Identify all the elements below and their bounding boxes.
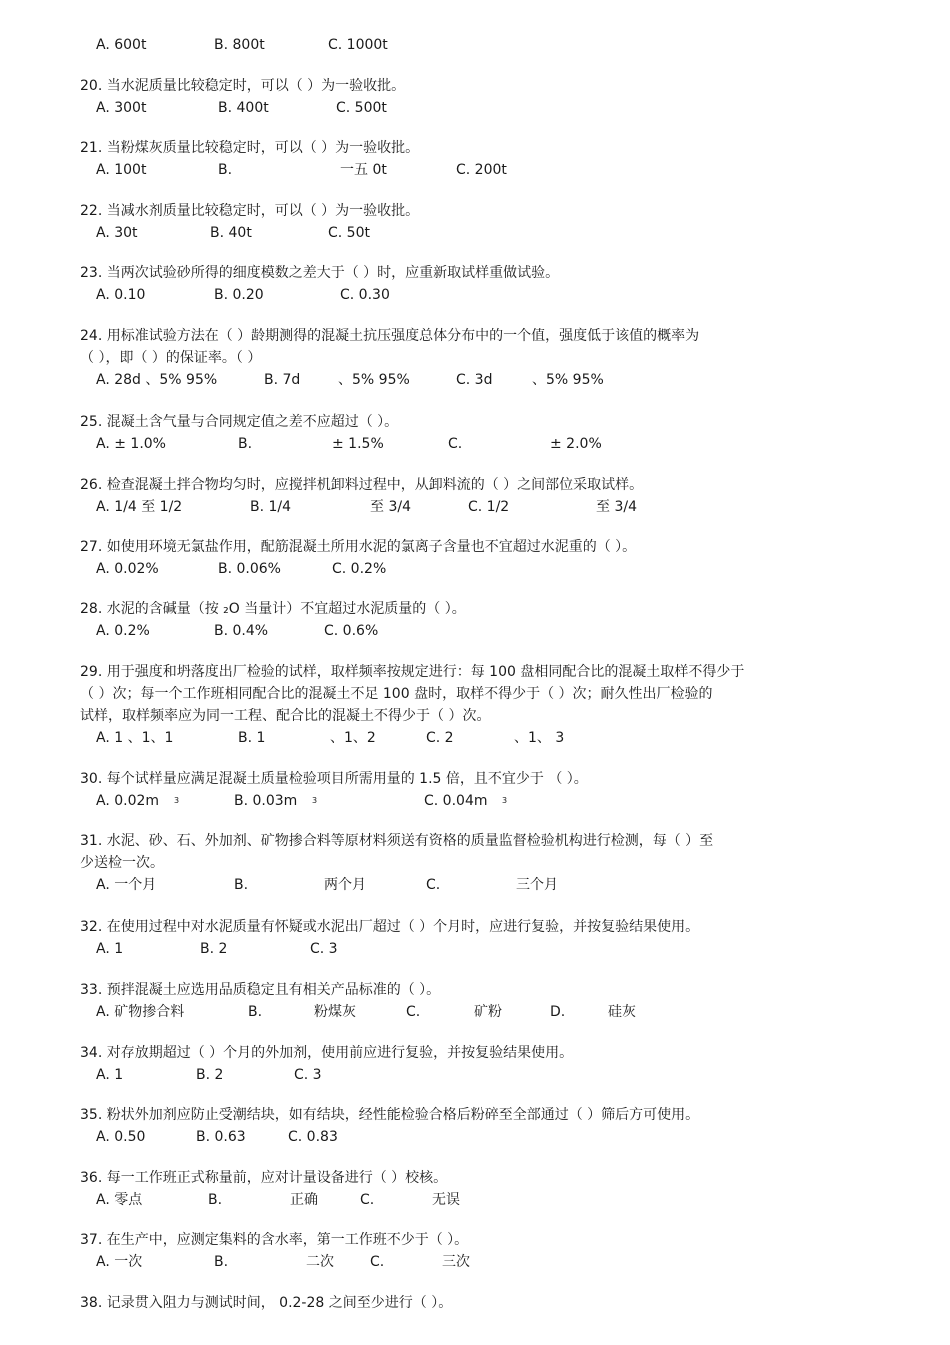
option-text: C. 3 — [294, 1067, 322, 1083]
option-text: A. 0.2% — [96, 623, 150, 639]
option-text: C. 200t — [456, 162, 507, 178]
option-text: B. 0.20 — [214, 287, 264, 303]
question-text: 26. 检查混凝土拌合物均匀时，应搅拌机卸料过程中，从卸料流的（ ）之间部位采取试样。 — [80, 477, 644, 493]
option-text: A. 300t — [96, 100, 147, 116]
answer-options — [96, 284, 880, 306]
option-text: A. 1/4 至 1/2 — [96, 499, 183, 515]
answer-options — [96, 1001, 880, 1023]
question-text: 34. 对存放期超过（ ）个月的外加剂，使用前应进行复验，并按复验结果使用。 — [80, 1045, 574, 1061]
question-text: 23. 当两次试验砂所得的细度模数之差大于（ ）时，应重新取试样重做试验。 — [80, 265, 560, 281]
answer-options — [96, 159, 880, 181]
option-text: 正确 — [290, 1192, 318, 1208]
option-text: 两个月 — [324, 877, 366, 893]
option-text: A. 零点 — [96, 1192, 143, 1208]
question-text: 29. 用于强度和坍落度出厂检验的试样，取样频率按规定进行：每 100 盘相同配合比的混凝土取样不得少于 — [80, 664, 745, 680]
option-text: 矿粉 — [474, 1004, 502, 1020]
option-text: B. 7d — [264, 372, 301, 388]
question-35 — [80, 1104, 880, 1148]
option-text: C. 500t — [336, 100, 387, 116]
option-text: B. — [238, 436, 253, 452]
option-text: C. 0.83 — [288, 1129, 338, 1145]
question-text: 21. 当粉煤灰质量比较稳定时，可以（ ）为一验收批。 — [80, 140, 420, 156]
question-text: 少送检一次。 — [80, 855, 164, 871]
option-text: A. 矿物掺合料 — [96, 1004, 185, 1020]
option-text: C. 1000t — [328, 37, 388, 53]
option-text: B. 2 — [196, 1067, 224, 1083]
answer-options — [96, 874, 880, 896]
question-text: 28. 水泥的含碱量（按 ₂O 当量计）不宜超过水泥质量的（ ）。 — [80, 601, 466, 617]
option-text: C. 0.6% — [324, 623, 379, 639]
question-37 — [80, 1229, 880, 1273]
question-text: 24. 用标准试验方法在（ ）龄期测得的混凝土抗压强度总体分布中的一个值，强度低于该值的概率为 — [80, 328, 700, 344]
superscript-3: 3 — [312, 796, 318, 805]
option-text: B. — [208, 1192, 223, 1208]
option-text: 至 3/4 — [370, 499, 411, 515]
option-text: C. — [360, 1192, 375, 1208]
option-text: A. 600t — [96, 37, 147, 53]
option-text: 至 3/4 — [596, 499, 637, 515]
option-text: C. — [448, 436, 463, 452]
question-text: （ ），即（ ）的保证率。（ ） — [80, 350, 262, 366]
option-text: 、5% 95% — [532, 372, 604, 388]
option-text: B. 0.06% — [218, 561, 281, 577]
option-text: ± 1.5% — [332, 436, 384, 452]
option-text: 二次 — [306, 1254, 334, 1270]
option-text: 无误 — [432, 1192, 460, 1208]
option-text: A. 100t — [96, 162, 147, 178]
question-32 — [80, 916, 880, 960]
question-text: 36. 每一工作班正式称量前，应对计量设备进行（ ）校核。 — [80, 1170, 448, 1186]
option-text: C. 1/2 — [468, 499, 510, 515]
option-text: B. — [248, 1004, 263, 1020]
question-36 — [80, 1167, 880, 1211]
question-text: 27. 如使用环境无氯盐作用，配筋混凝土所用水泥的氯离子含量也不宜超过水泥重的（ ）。 — [80, 539, 637, 555]
option-text: B. — [234, 877, 249, 893]
option-text: A. 0.02m — [96, 793, 160, 809]
option-text: C. — [426, 877, 441, 893]
option-text: A. 一次 — [96, 1254, 143, 1270]
question-33 — [80, 979, 880, 1023]
option-text: C. 0.30 — [340, 287, 390, 303]
answer-options — [96, 97, 880, 119]
option-text: A. 1 — [96, 1067, 124, 1083]
question-38 — [80, 1292, 880, 1314]
answer-options — [96, 1126, 880, 1148]
answer-options — [96, 1189, 880, 1211]
superscript-3: 3 — [174, 796, 180, 805]
option-text: 三个月 — [516, 877, 558, 893]
option-text: B. — [218, 162, 233, 178]
option-text: 粉煤灰 — [314, 1004, 356, 1020]
option-text: A. 1 、1、1 — [96, 730, 174, 746]
answer-options — [96, 433, 880, 455]
option-text: B. 400t — [218, 100, 269, 116]
option-text: 硅灰 — [608, 1004, 636, 1020]
superscript-3: 3 — [502, 796, 508, 805]
answer-options — [96, 369, 880, 391]
answer-options — [96, 1251, 880, 1273]
option-text: B. 0.63 — [196, 1129, 246, 1145]
answer-options — [96, 34, 880, 56]
question-31 — [80, 830, 880, 896]
answer-options — [96, 727, 880, 749]
question-text: 试样，取样频率应为同一工程、配合比的混凝土不得少于（ ）次。 — [80, 708, 491, 724]
question-30 — [80, 768, 880, 812]
answer-options — [96, 558, 880, 580]
question-28 — [80, 598, 880, 642]
question-text: 37. 在生产中，应测定集料的含水率，第一工作班不少于（ ）。 — [80, 1232, 469, 1248]
question-partial — [80, 34, 880, 56]
question-text: 31. 水泥、砂、石、外加剂、矿物掺合料等原材料须送有资格的质量监督检验机构进行检测，每（ ）至 — [80, 833, 714, 849]
option-text: B. 40t — [210, 225, 252, 241]
option-text: C. 3 — [310, 941, 338, 957]
option-text: 三次 — [442, 1254, 470, 1270]
option-text: B. 1/4 — [250, 499, 292, 515]
option-text: 、1、2 — [330, 730, 376, 746]
option-text: C. — [406, 1004, 421, 1020]
option-text: ± 2.0% — [550, 436, 602, 452]
option-text: A. 一个月 — [96, 877, 157, 893]
answer-options — [96, 1064, 880, 1086]
question-25 — [80, 411, 880, 455]
option-text: 、5% 95% — [338, 372, 410, 388]
answer-options — [96, 620, 880, 642]
question-22 — [80, 200, 880, 244]
option-text: 一五 0t — [340, 162, 387, 178]
option-text: A. 1 — [96, 941, 124, 957]
option-text: B. — [214, 1254, 229, 1270]
question-23 — [80, 262, 880, 306]
answer-options — [96, 496, 880, 518]
question-27 — [80, 536, 880, 580]
question-text: （ ）次；每一个工作班相同配合比的混凝土不足 100 盘时，取样不得少于（ ）次；耐久性出厂检验的 — [80, 686, 713, 702]
question-20 — [80, 75, 880, 119]
option-text: C. 3d — [456, 372, 493, 388]
question-21 — [80, 137, 880, 181]
option-text: B. 800t — [214, 37, 265, 53]
option-text: A. 0.10 — [96, 287, 146, 303]
option-text: A. 28d 、5% 95% — [96, 372, 218, 388]
option-text: B. 0.03m — [234, 793, 298, 809]
answer-options — [96, 790, 880, 812]
option-text: D. — [550, 1004, 566, 1020]
answer-options — [96, 938, 880, 960]
question-text: 32. 在使用过程中对水泥质量有怀疑或水泥出厂超过（ ）个月时，应进行复验，并按复验结果使用。 — [80, 919, 700, 935]
question-text: 38. 记录贯入阻力与测试时间， 0.2-28 之间至少进行（ ）。 — [80, 1295, 453, 1311]
question-text: 25. 混凝土含气量与合同规定值之差不应超过（ ）。 — [80, 414, 399, 430]
option-text: C. 50t — [328, 225, 370, 241]
option-text: B. 0.4% — [214, 623, 269, 639]
option-text: B. 2 — [200, 941, 228, 957]
option-text: C. 2 — [426, 730, 454, 746]
option-text: C. 0.2% — [332, 561, 387, 577]
question-text: 30. 每个试样量应满足混凝土质量检验项目所需用量的 1.5 倍，且不宜少于 （ ）。 — [80, 771, 588, 787]
question-text: 22. 当减水剂质量比较稳定时，可以（ ）为一验收批。 — [80, 203, 420, 219]
question-29 — [80, 661, 880, 749]
question-text: 35. 粉状外加剂应防止受潮结块，如有结块，经性能检验合格后粉碎至全部通过（ ）筛后方可使用。 — [80, 1107, 700, 1123]
question-24 — [80, 325, 880, 391]
option-text: C. 0.04m — [424, 793, 488, 809]
question-text: 20. 当水泥质量比较稳定时，可以（ ）为一验收批。 — [80, 78, 406, 94]
option-text: A. ± 1.0% — [96, 436, 166, 452]
option-text: A. 30t — [96, 225, 138, 241]
question-text: 33. 预拌混凝土应选用品质稳定且有相关产品标准的（ ）。 — [80, 982, 441, 998]
option-text: A. 0.02% — [96, 561, 159, 577]
answer-options — [96, 222, 880, 244]
option-text: 、1、 3 — [514, 730, 565, 746]
option-text: C. — [370, 1254, 385, 1270]
option-text: A. 0.50 — [96, 1129, 146, 1145]
question-26 — [80, 474, 880, 518]
option-text: B. 1 — [238, 730, 266, 746]
question-34 — [80, 1042, 880, 1086]
